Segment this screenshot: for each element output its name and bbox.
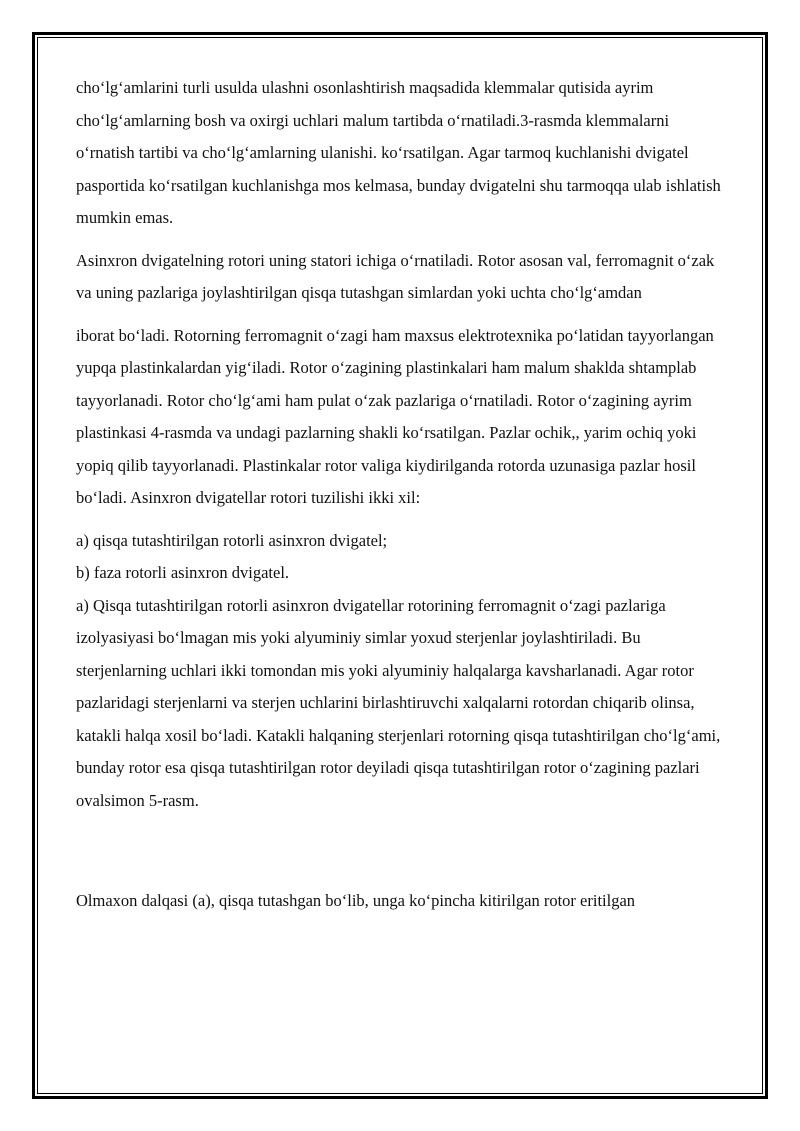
list-item-b: b) faza rotorli asinxron dvigatel. [76, 563, 290, 582]
paragraph-squirrel-cage: a) Qisqa tutashtirilgan rotorli asinxron dvigatellar rotorining ferromagnit o‘zagi pazlariga izolyasiyasi bo‘lmagan mis yoki alyuminiy simlar yoxud sterjenlar joylashtiriladi. Bu sterjenlarning uchlari ikki tomondan mis yoki alyuminiy halqalarga kavsharlanadi. Agar rotor pazlaridagi sterjenlarni va sterjen uchlarini birlashtiruvchi xalqalarni rotordan chiqarib olinsa, katakli halqa xosil bo‘ladi. Katakli halqaning sterjenlari rotorning qisqa tutashtirilgan cho‘lg‘ami, bunday rotor esa qisqa tutashtirilgan rotor deyiladi qisqa tutashtirilgan rotor o‘zagining pazlari ovalsimon 5-rasm. [76, 595, 721, 810]
paragraph-rotor-core: iborat bo‘ladi. Rotorning ferromagnit o‘zagi ham maxsus elektrotexnika po‘latidan tayyorlangan yupqa plastinkalardan yig‘iladi. Rotor o‘zagining plastinkalari ham malum shaklda shtamplab tayyorlanadi. Rotor cho‘lg‘ami ham pulat o‘zak pazlariga o‘rnatiladi. Rotor o‘zagining ayrim plastinkasi 4-rasmda va undagi pazlarning shakli ko‘rsatilgan. Pazlar ochik,, yarim ochiq yoki yopiq qilib tayyorlanadi. Plastinkalar rotor valiga kiydirilganda rotorda uzunasiga pazlar hosil bo‘ladi. Asinxron dvigatellar rotori tuzilishi ikki xil: [76, 325, 714, 507]
paragraph-terminal-box: cho‘lg‘amlarini turli usulda ulashni osonlashtirish maqsadida klemmalar qutisida ayrim cho‘lg‘amlarning bosh va oxirgi uchlari malum tartibda o‘rnatiladi.3-rasmda klemmalarni o‘rnatish tartibi va cho‘lg‘amlarning ulanishi. ko‘rsatilgan. Agar tarmoq kuchlanishi dvigatel pasportida ko‘rsatilgan kuchlanishga mos kelmasa, bunday dvigatelni shu tarmoqqa ulab ishlatish mumkin emas. [76, 78, 721, 227]
document-body [76, 72, 726, 918]
paragraph-closing: Olmaxon dalqasi (a), qisqa tutashgan bo‘lib, unga ko‘pincha kitirilgan rotor eritilgan [76, 891, 636, 910]
paragraph-rotor-intro: Asinxron dvigatelning rotori uning statori ichiga o‘rnatiladi. Rotor asosan val, ferromagnit o‘zak va uning pazlariga joylashtirilgan qisqa tutashgan simlardan yoki uchta cho‘lg‘amdan [76, 250, 715, 302]
list-item-a: a) qisqa tutashtirilgan rotorli asinxron dvigatel; [76, 530, 388, 550]
